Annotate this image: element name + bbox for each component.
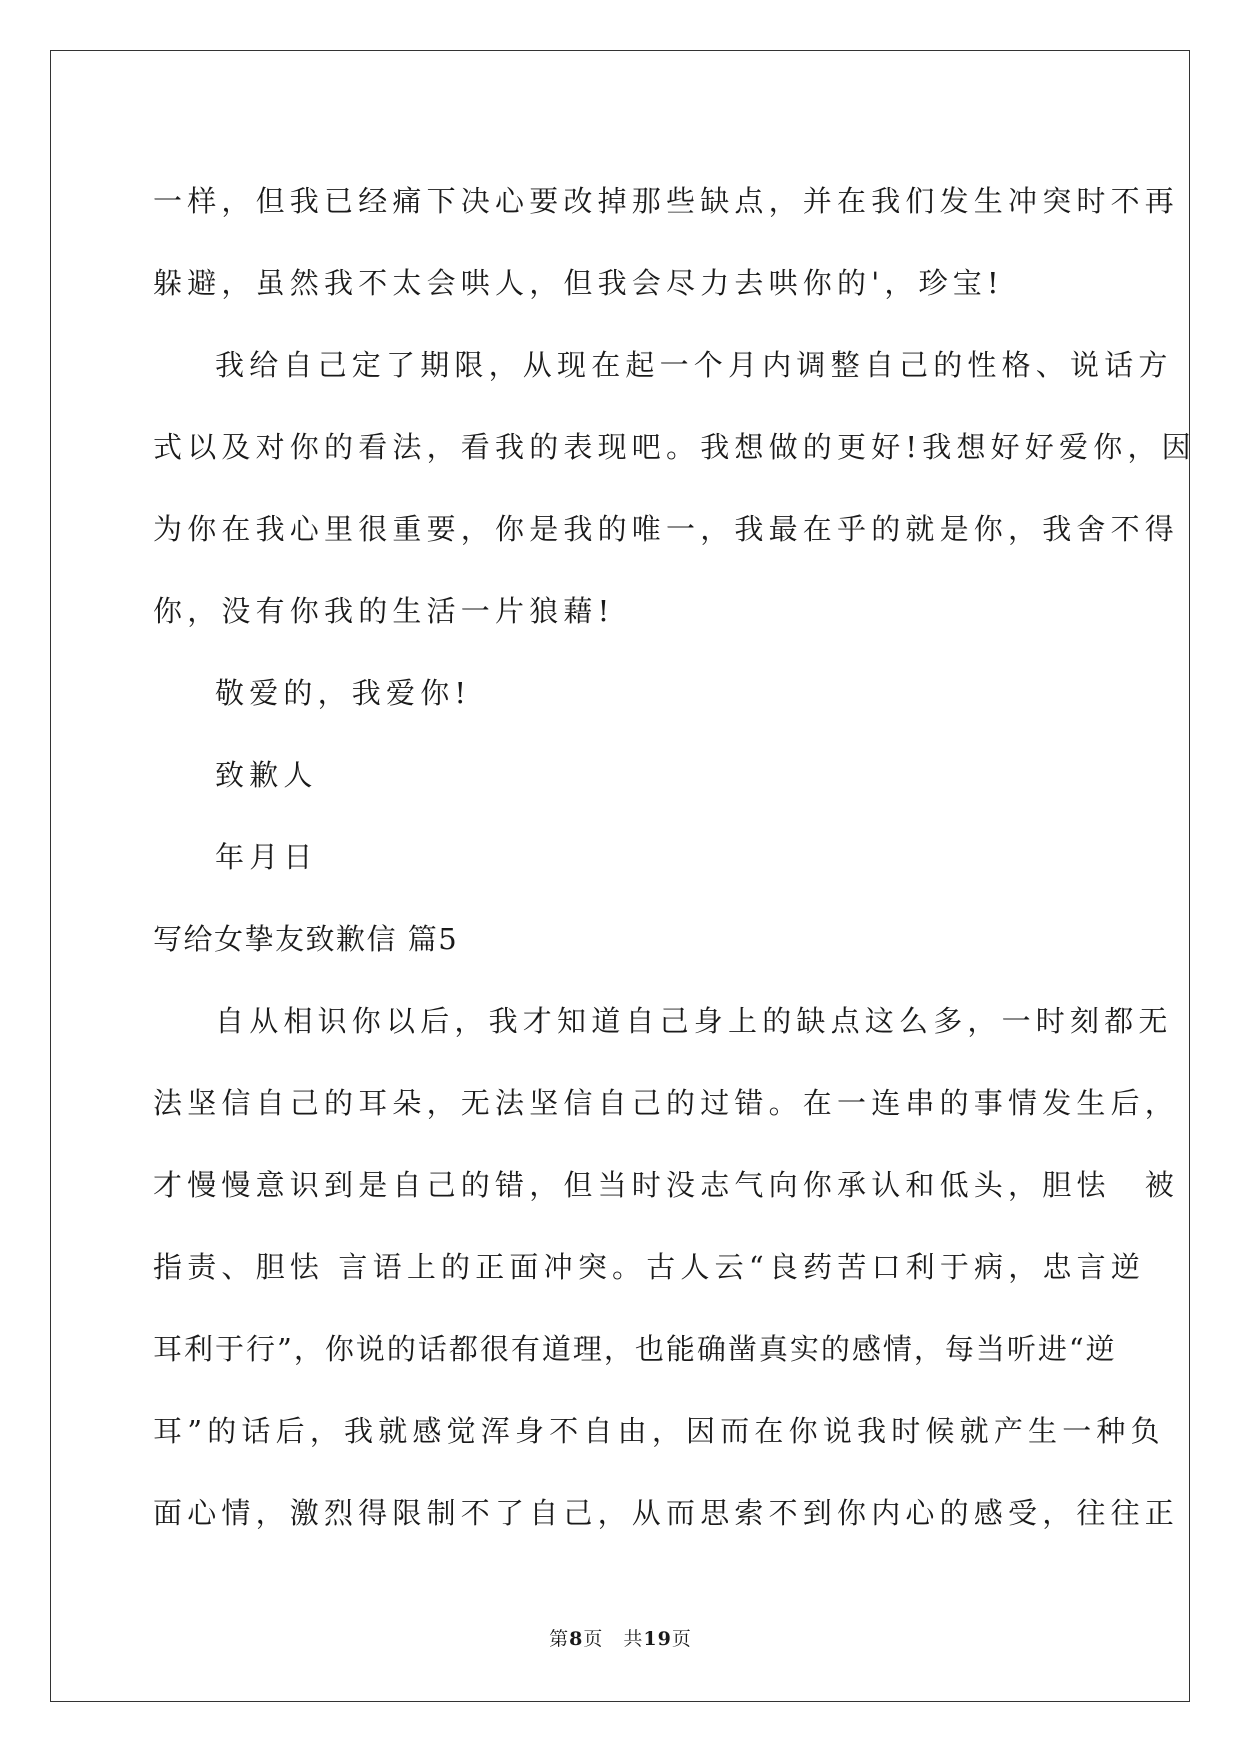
- current-page-number: 8: [569, 1628, 584, 1650]
- text-line: 你，没有你我的生活一片狼藉!: [153, 594, 615, 628]
- page-footer: [0, 1624, 1241, 1651]
- text-line: 一样，但我已经痛下决心要改掉那些缺点，并在我们发生冲突时不再: [153, 184, 1180, 218]
- paragraph-start: 我给自己定了期限，从现在起一个月内调整自己的性格、说话方: [215, 348, 1173, 382]
- total-page-number: 19: [643, 1628, 672, 1650]
- text-line: 为你在我心里很重要，你是我的唯一，我最在乎的就是你，我舍不得: [153, 512, 1180, 546]
- paragraph-start: 自从相识你以后，我才知道自己身上的缺点这么多，一时刻都无: [215, 1004, 1173, 1038]
- text-line: 法坚信自己的耳朵，无法坚信自己的过错。在一连串的事情发生后，: [153, 1086, 1180, 1120]
- footer-prefix: 第: [549, 1628, 570, 1650]
- text-line: 式以及对你的看法，看我的表现吧。我想做的更好!我想好好爱你，因: [153, 430, 1196, 464]
- document-body: [153, 160, 1196, 1554]
- text-line: 耳”的话后，我就感觉浑身不自由，因而在你说我时候就产生一种负: [153, 1414, 1165, 1448]
- date-line: 年月日: [215, 840, 318, 874]
- footer-middle: 页 共: [583, 1628, 644, 1650]
- text-line: 躲避，虽然我不太会哄人，但我会尽力去哄你的'，珍宝!: [153, 266, 1004, 300]
- text-line: 才慢慢意识到是自己的错，但当时没志气向你承认和低头，胆怯 被: [153, 1168, 1180, 1202]
- text-line: 面心情，激烈得限制不了自己，从而思索不到你内心的感受，往往正: [153, 1496, 1180, 1530]
- text-line: 耳利于行”，你说的话都很有道理，也能确凿真实的感情，每当听进“逆: [153, 1332, 1117, 1366]
- section-heading: 写给女挚友致歉信 篇5: [153, 922, 459, 956]
- text-line: 指责、胆怯 言语上的正面冲突。古人云“良药苦口利于病，忠言逆: [153, 1250, 1146, 1284]
- signature-line: 致歉人: [215, 758, 318, 792]
- closing-line: 敬爱的，我爱你!: [215, 676, 472, 710]
- footer-suffix: 页: [671, 1628, 692, 1650]
